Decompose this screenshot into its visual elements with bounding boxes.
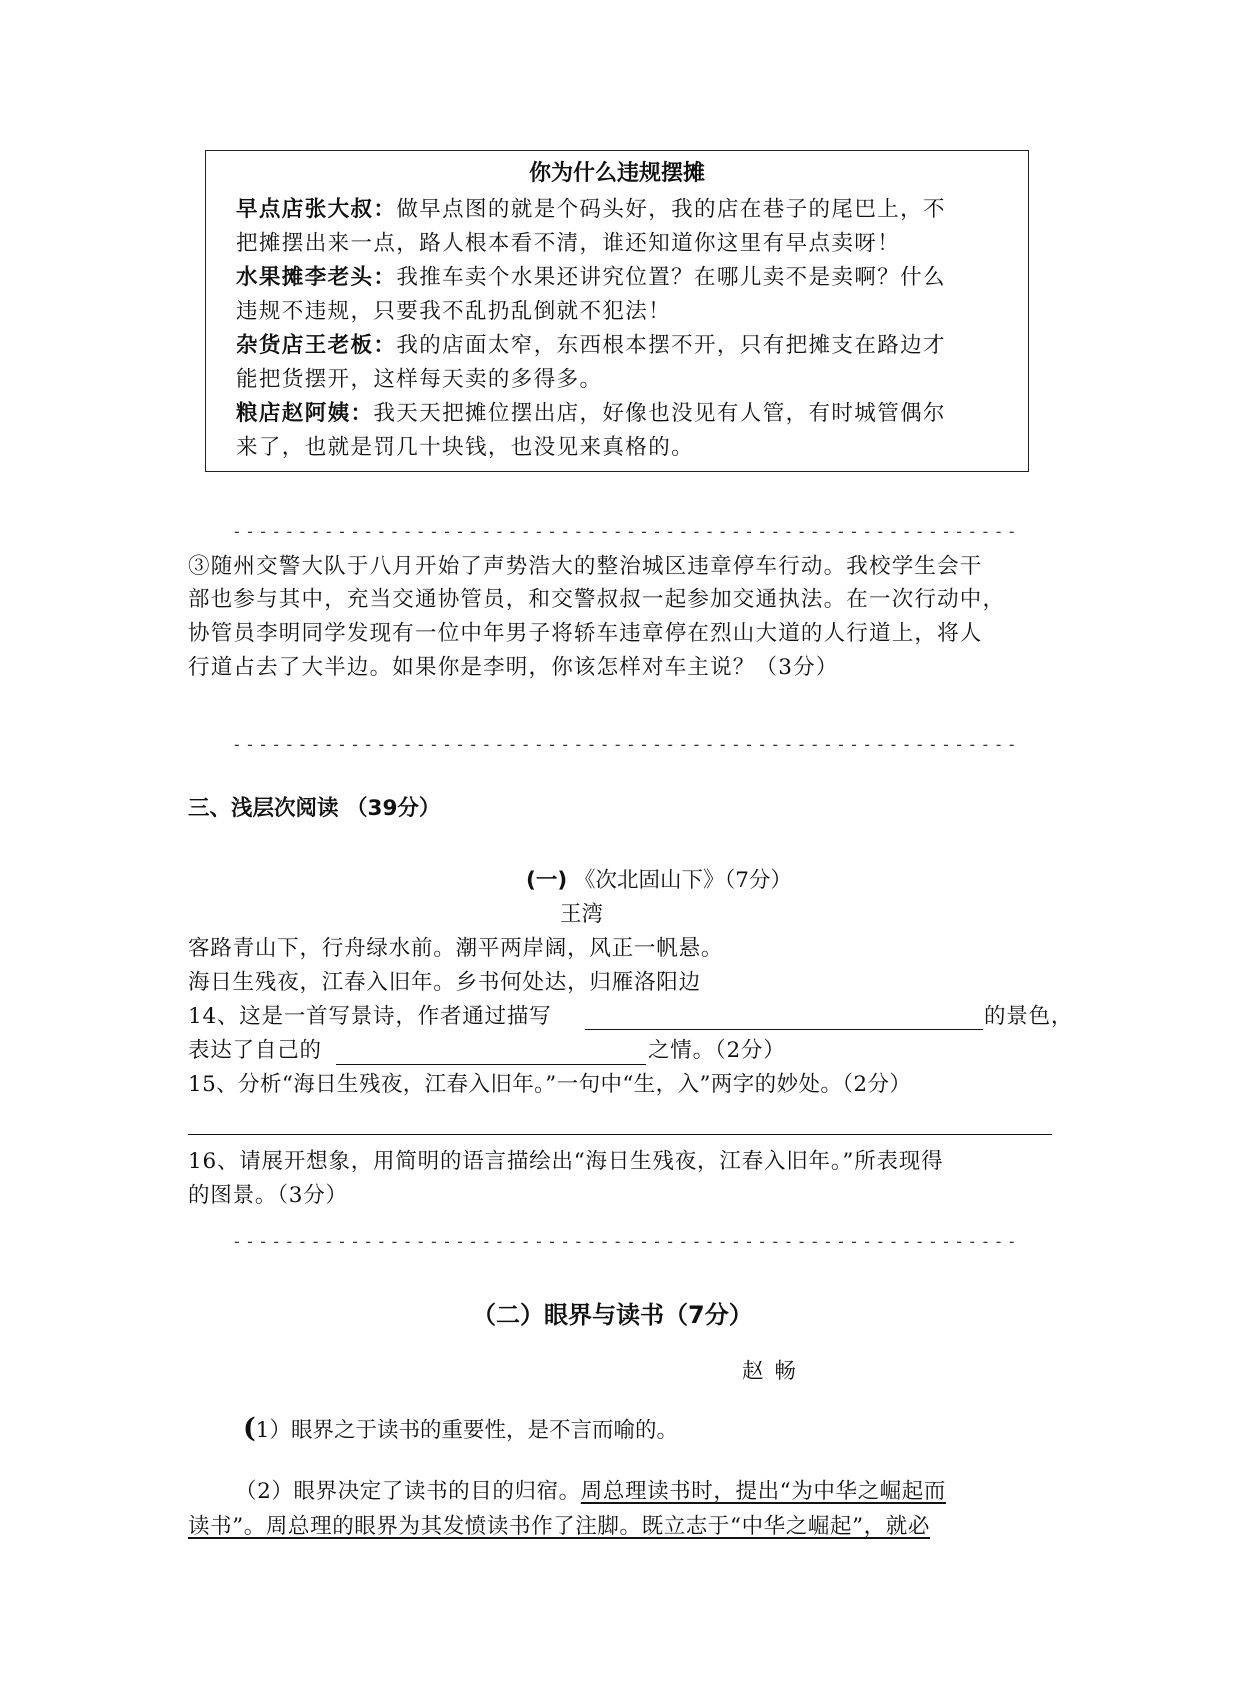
dialogue-box bbox=[205, 150, 1029, 472]
speaker-1: 早点店张大叔： bbox=[236, 197, 397, 222]
speaker-3: 杂货店王老板： bbox=[236, 333, 397, 358]
poem-heading-number: (一) bbox=[526, 868, 568, 893]
entry-1-line-2: 把摊摆出来一点，路人根本看不清，谁还知道你这里有早点卖呀！ bbox=[236, 231, 901, 256]
answer-dash-line-2: ------------------------------------------------------------ bbox=[232, 735, 1020, 754]
entry-4-line-2: 来了，也就是罚几十块钱，也没见来真格的。 bbox=[236, 435, 695, 460]
entry-4-text: 我天天把摊位摆出店，好像也没见有人管，有时城管偶尔 bbox=[373, 401, 946, 426]
paragraph-1-paren: ( bbox=[243, 1413, 256, 1444]
q14-text-b: 的景色， bbox=[984, 1004, 1074, 1029]
entry-3-line-1 bbox=[236, 329, 946, 363]
speaker-4: 粮店赵阿姨： bbox=[236, 401, 374, 426]
article-author: 赵 畅 bbox=[742, 1359, 798, 1384]
q3-line-3: 协管员李明同学发现有一位中年男子将轿车违章停在烈山大道的人行道上，将人 bbox=[188, 621, 983, 646]
entry-2-line-2: 违规不违规，只要我不乱扔乱倒就不犯法！ bbox=[236, 299, 672, 324]
speaker-2: 水果摊李老头： bbox=[236, 265, 397, 290]
article-paragraph-2-line-2: 读书”。周总理的眼界为其发愤读书作了注脚。既立志于“中华之崛起”，就必 bbox=[188, 1514, 930, 1539]
entry-1-line-1 bbox=[236, 193, 946, 227]
q16-line-1: 16、请展开想象，用简明的语言描绘出“海日生残夜，江春入旧年。”所表现得 bbox=[188, 1149, 944, 1174]
entry-3-line-2: 能把货摆开，这样每天卖的多得多。 bbox=[236, 367, 603, 392]
q15-answer-line[interactable] bbox=[188, 1134, 1052, 1135]
dialogue-box-title: 你为什么违规摆摊 bbox=[528, 161, 705, 186]
poem-author: 王湾 bbox=[560, 902, 604, 927]
q14-text-d: 之情。（2分） bbox=[648, 1038, 786, 1063]
article-paragraph-1 bbox=[243, 1412, 678, 1448]
q3-line-1: ③随州交警大队于八月开始了声势浩大的整治城区违章停车行动。我校学生会干 bbox=[188, 554, 983, 579]
poem-heading bbox=[526, 864, 792, 898]
entry-2-text: 我推车卖个水果还讲究位置？在哪儿卖不是卖啊？什么 bbox=[396, 265, 946, 290]
poem-line-2: 海日生残夜，江春入旧年。乡书何处达，归雁洛阳边 bbox=[188, 970, 701, 995]
answer-dash-line-1: ------------------------------------------------------------ bbox=[232, 522, 1020, 541]
paragraph-2-underlined: 周总理读书时，提出“为中华之崛起而 bbox=[580, 1479, 946, 1504]
poem-line-1: 客路青山下，行舟绿水前。潮平两岸阔，风正一帆悬。 bbox=[188, 936, 724, 961]
q14-blank-2[interactable] bbox=[336, 1064, 646, 1065]
article-paragraph-2-line-1 bbox=[235, 1475, 946, 1509]
entry-4-line-1 bbox=[236, 397, 946, 431]
q3-line-4: 行道占去了大半边。如果你是李明，你该怎样对车主说？（3分） bbox=[188, 655, 839, 680]
poem-heading-title: 《次北固山下》（7分） bbox=[574, 868, 792, 893]
q14-blank-1[interactable] bbox=[585, 1029, 983, 1030]
q15-text: 15、分析“海日生残夜，江春入旧年。”一句中“生，入”两字的妙处。（2分） bbox=[188, 1072, 912, 1097]
section-3-heading: 三、浅层次阅读 （39分） bbox=[188, 796, 441, 821]
entry-1-text: 做早点图的就是个码头好，我的店在巷子的尾巴上，不 bbox=[396, 197, 946, 222]
paragraph-2-plain: （2）眼界决定了读书的目的归宿。 bbox=[235, 1479, 581, 1504]
q14-text-c: 表达了自己的 bbox=[188, 1038, 322, 1063]
q3-line-2: 部也参与其中，充当交通协管员，和交警叔叔一起参加交通执法。在一次行动中， bbox=[188, 587, 1006, 612]
q16-line-2: 的图景。（3分） bbox=[188, 1183, 348, 1208]
entry-3-text: 我的店面太窄，东西根本摆不开，只有把摊支在路边才 bbox=[396, 333, 946, 358]
article-heading: （二）眼界与读书（7分） bbox=[472, 1301, 753, 1329]
entry-2-line-1 bbox=[236, 261, 946, 295]
answer-dash-line-3: ------------------------------------------------------------ bbox=[232, 1232, 1020, 1251]
q14-text-a: 14、这是一首写景诗，作者通过描写 bbox=[188, 1004, 552, 1029]
paragraph-1-text: 1）眼界之于读书的重要性，是不言而喻的。 bbox=[255, 1418, 678, 1443]
